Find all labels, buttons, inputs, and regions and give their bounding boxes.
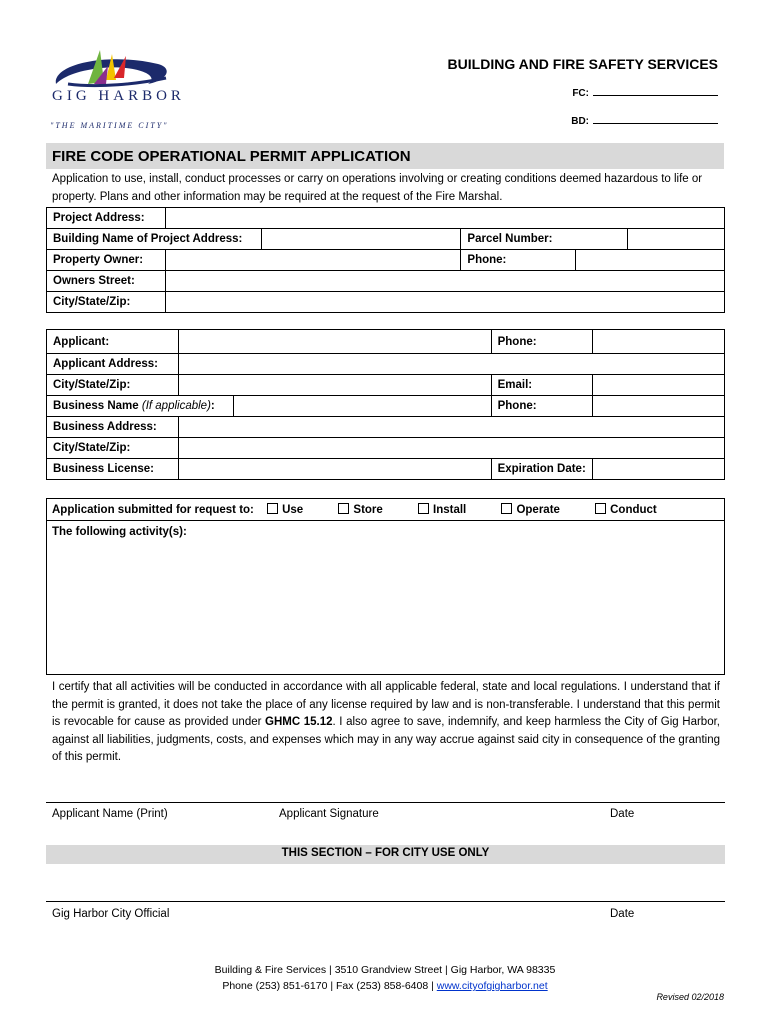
business-address-label: Business Address: [47, 417, 179, 438]
bd-label: BD: [571, 116, 589, 127]
applicant-label: Applicant: [47, 330, 179, 354]
business-phone-label: Phone: [491, 396, 592, 417]
checkbox-store[interactable] [338, 503, 349, 514]
business-license-field[interactable] [178, 459, 491, 480]
department-name: BUILDING AND FIRE SAFETY SERVICES [447, 56, 718, 72]
owners-street-label: Owners Street: [47, 271, 166, 292]
applicant-signature-label: Applicant Signature [279, 808, 379, 820]
checkbox-conduct[interactable] [595, 503, 606, 514]
owners-street-field[interactable] [165, 271, 724, 292]
bd-field[interactable] [571, 114, 718, 127]
checkbox-use[interactable] [267, 503, 278, 514]
fc-field[interactable] [572, 86, 718, 99]
building-name-label: Building Name of Project Address: [47, 229, 262, 250]
option-operate[interactable]: Operate [491, 504, 559, 516]
official-date-label: Date [610, 908, 635, 920]
applicant-address-label: Applicant Address: [47, 354, 179, 375]
applicant-phone-label: Phone: [491, 330, 592, 354]
checkbox-operate[interactable] [501, 503, 512, 514]
city-use-heading: THIS SECTION – FOR CITY USE ONLY [281, 847, 490, 859]
request-label: Application submitted for request to: [52, 504, 254, 516]
owner-phone-label: Phone: [461, 250, 576, 271]
option-conduct[interactable]: Conduct [585, 504, 657, 516]
request-options [52, 503, 679, 516]
building-name-field[interactable] [261, 229, 460, 250]
project-address-field[interactable] [165, 208, 724, 229]
logo-tagline: "THE MARITIME CITY" [50, 121, 169, 130]
email-field[interactable] [592, 375, 724, 396]
page-title: FIRE CODE OPERATIONAL PERMIT APPLICATION [52, 148, 411, 165]
business-phone-field[interactable] [592, 396, 724, 417]
email-label: Email: [491, 375, 592, 396]
parcel-number-field[interactable] [628, 229, 725, 250]
option-store[interactable]: Store [328, 504, 382, 516]
applicant-info-table [46, 329, 725, 480]
applicant-phone-field[interactable] [592, 330, 724, 354]
project-address-label: Project Address: [47, 208, 166, 229]
applicant-field[interactable] [178, 330, 491, 354]
activity-box[interactable] [46, 498, 725, 675]
property-owner-label: Property Owner: [47, 250, 166, 271]
certification-text: I certify that all activities will be conducted in accordance with all applicable federal, state and local regulations. I understand that if the permit is granted, it does not take the place of any license required by law and is non-transferable. I understand that this permit is revocable for cause as provided under GHMC 15.12. I also agree to save, indemnify, and keep harmless the City of Gig Harbor, against all liabilities, judgments, costs, and expenses which may in any way accrue against said city in consequence of the granting of this permit. [52, 681, 720, 763]
applicant-city-field[interactable] [178, 375, 491, 396]
official-label: Gig Harbor City Official [52, 908, 170, 920]
owner-phone-field[interactable] [576, 250, 725, 271]
revision-date: Revised 02/2018 [656, 992, 724, 1002]
applicant-signature-line[interactable] [46, 802, 725, 803]
business-name-field[interactable] [234, 396, 491, 417]
business-city-field[interactable] [178, 438, 724, 459]
business-address-field[interactable] [178, 417, 724, 438]
applicant-name-label: Applicant Name (Print) [52, 808, 168, 820]
owner-city-field[interactable] [165, 292, 724, 313]
parcel-number-label: Parcel Number: [461, 229, 628, 250]
official-signature-line[interactable] [46, 901, 725, 902]
intro-text: Application to use, install, conduct processes or carry on operations involving or creating conditions deemed hazardous to life or property. Plans and other information may be required at the request of the Fire Marshal. [52, 173, 703, 203]
project-info-table [46, 207, 725, 313]
option-use[interactable]: Use [257, 504, 303, 516]
property-owner-field[interactable] [165, 250, 460, 271]
owner-city-label: City/State/Zip: [47, 292, 166, 313]
footer-contact: Phone (253) 851-6170 | Fax (253) 858-6408 | www.cityofgigharbor.net [222, 980, 548, 992]
applicant-address-field[interactable] [178, 354, 724, 375]
business-license-label: Business License: [47, 459, 179, 480]
expiration-date-label: Expiration Date: [491, 459, 592, 480]
logo-wordmark: GIG HARBOR [52, 88, 185, 104]
request-divider [46, 520, 725, 521]
footer-address: Building & Fire Services | 3510 Grandview Street | Gig Harbor, WA 98335 [214, 964, 556, 976]
footer [0, 962, 770, 994]
business-name-label: Business Name (If applicable): [47, 396, 234, 417]
checkbox-install[interactable] [418, 503, 429, 514]
applicant-city-label: City/State/Zip: [47, 375, 179, 396]
business-city-label: City/State/Zip: [47, 438, 179, 459]
expiration-date-field[interactable] [592, 459, 724, 480]
website-link[interactable]: www.cityofgigharbor.net [436, 980, 548, 992]
fc-label: FC: [572, 88, 589, 99]
option-install[interactable]: Install [408, 504, 466, 516]
activity-label: The following activity(s): [52, 526, 187, 538]
applicant-date-label: Date [610, 808, 635, 820]
